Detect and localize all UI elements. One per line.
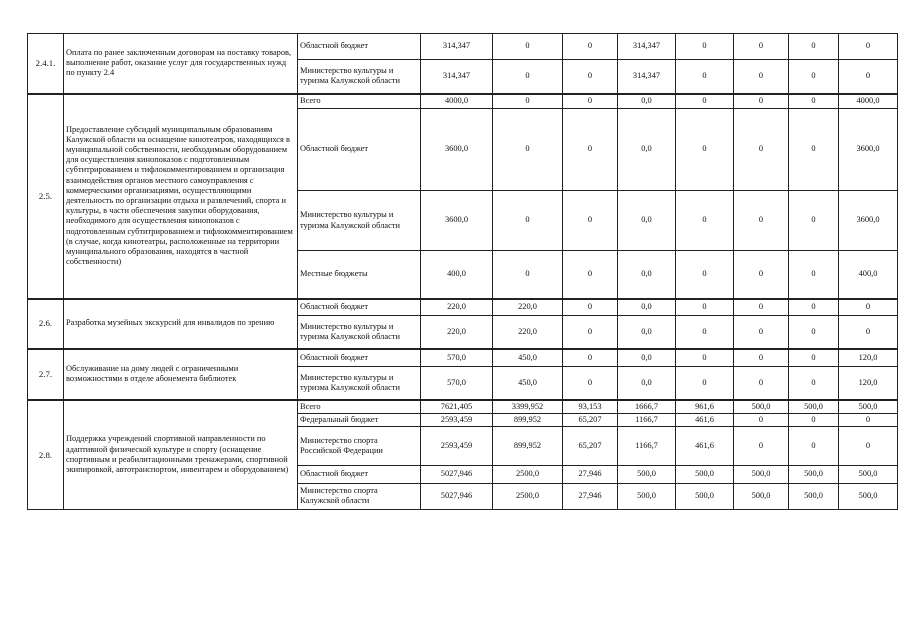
amount-cell: 0 (676, 191, 734, 251)
amount-cell: 0 (676, 349, 734, 367)
amount-cell: 0 (734, 316, 789, 349)
amount-cell: 0 (676, 316, 734, 349)
amount-cell: 0 (789, 426, 839, 465)
amount-cell: 0 (789, 367, 839, 400)
amount-cell: 0 (734, 299, 789, 316)
row-description: Обслуживание на дому людей с ограниченными возможностями в отделе абонемента библиотек (64, 349, 298, 400)
amount-cell: 0 (563, 60, 618, 94)
amount-cell: 0 (734, 109, 789, 191)
amount-cell: 93,153 (563, 400, 618, 414)
funding-source: Министерство культуры и туризма Калужской области (298, 191, 421, 251)
amount-cell: 500,0 (839, 400, 898, 414)
amount-cell: 0 (493, 60, 563, 94)
amount-cell: 2593,459 (421, 413, 493, 426)
amount-cell: 570,0 (421, 367, 493, 400)
amount-cell: 0 (493, 94, 563, 109)
amount-cell: 0 (789, 251, 839, 299)
amount-cell: 500,0 (676, 483, 734, 509)
amount-cell: 400,0 (839, 251, 898, 299)
amount-cell: 0 (734, 367, 789, 400)
amount-cell: 314,347 (421, 34, 493, 60)
amount-cell: 5027,946 (421, 483, 493, 509)
row-code: 2.8. (28, 400, 64, 510)
amount-cell: 3600,0 (839, 109, 898, 191)
funding-source: Всего (298, 400, 421, 414)
amount-cell: 0 (734, 426, 789, 465)
row-code: 2.4.1. (28, 34, 64, 94)
amount-cell: 400,0 (421, 251, 493, 299)
amount-cell: 0 (676, 34, 734, 60)
amount-cell: 120,0 (839, 367, 898, 400)
amount-cell: 0,0 (618, 94, 676, 109)
amount-cell: 500,0 (734, 465, 789, 483)
funding-source: Местные бюджеты (298, 251, 421, 299)
amount-cell: 0 (789, 299, 839, 316)
funding-source: Областной бюджет (298, 109, 421, 191)
funding-source: Областной бюджет (298, 349, 421, 367)
amount-cell: 0,0 (618, 191, 676, 251)
amount-cell: 2500,0 (493, 465, 563, 483)
amount-cell: 3600,0 (839, 191, 898, 251)
amount-cell: 0 (493, 34, 563, 60)
amount-cell: 0 (563, 367, 618, 400)
amount-cell: 0 (676, 251, 734, 299)
amount-cell: 0 (839, 299, 898, 316)
amount-cell: 899,952 (493, 426, 563, 465)
amount-cell: 0 (789, 349, 839, 367)
amount-cell: 1166,7 (618, 426, 676, 465)
funding-source: Министерство спорта Калужской области (298, 483, 421, 509)
amount-cell: 500,0 (839, 483, 898, 509)
amount-cell: 450,0 (493, 367, 563, 400)
amount-cell: 0 (734, 349, 789, 367)
amount-cell: 0 (563, 251, 618, 299)
amount-cell: 314,347 (618, 34, 676, 60)
amount-cell: 0 (789, 60, 839, 94)
table-row (28, 94, 898, 109)
table-row (28, 349, 898, 367)
amount-cell: 500,0 (676, 465, 734, 483)
funding-source: Всего (298, 94, 421, 109)
amount-cell: 0 (839, 316, 898, 349)
amount-cell: 0,0 (618, 367, 676, 400)
amount-cell: 0 (563, 34, 618, 60)
amount-cell: 4000,0 (839, 94, 898, 109)
amount-cell: 0 (493, 251, 563, 299)
amount-cell: 3399,952 (493, 400, 563, 414)
amount-cell: 461,6 (676, 426, 734, 465)
table-body (28, 34, 898, 510)
funding-source: Министерство спорта Российской Федерации (298, 426, 421, 465)
amount-cell: 0,0 (618, 299, 676, 316)
amount-cell: 899,952 (493, 413, 563, 426)
amount-cell: 0 (839, 426, 898, 465)
amount-cell: 0 (734, 94, 789, 109)
row-description: Оплата по ранее заключенным договорам на поставку товаров, выполнение работ, оказание услуг для государственных нужд по пункту 2.4 (64, 34, 298, 94)
amount-cell: 0 (676, 299, 734, 316)
budget-table (27, 33, 898, 510)
amount-cell: 0 (676, 109, 734, 191)
row-code: 2.5. (28, 94, 64, 299)
amount-cell: 0 (734, 413, 789, 426)
amount-cell: 0 (676, 367, 734, 400)
funding-source: Министерство культуры и туризма Калужской области (298, 367, 421, 400)
amount-cell: 4000,0 (421, 94, 493, 109)
funding-source: Областной бюджет (298, 299, 421, 316)
amount-cell: 5027,946 (421, 465, 493, 483)
amount-cell: 220,0 (421, 316, 493, 349)
amount-cell: 0 (734, 191, 789, 251)
amount-cell: 0 (839, 60, 898, 94)
amount-cell: 0 (789, 34, 839, 60)
amount-cell: 2593,459 (421, 426, 493, 465)
funding-source: Министерство культуры и туризма Калужской области (298, 316, 421, 349)
amount-cell: 65,207 (563, 426, 618, 465)
amount-cell: 500,0 (789, 483, 839, 509)
table-row (28, 34, 898, 60)
amount-cell: 500,0 (734, 400, 789, 414)
row-description: Разработка музейных экскурсий для инвалидов по зрению (64, 299, 298, 349)
amount-cell: 0 (563, 349, 618, 367)
amount-cell: 0 (734, 251, 789, 299)
amount-cell: 0 (734, 60, 789, 94)
amount-cell: 0 (789, 109, 839, 191)
amount-cell: 961,6 (676, 400, 734, 414)
amount-cell: 65,207 (563, 413, 618, 426)
amount-cell: 0 (563, 94, 618, 109)
amount-cell: 27,946 (563, 483, 618, 509)
amount-cell: 0,0 (618, 316, 676, 349)
amount-cell: 3600,0 (421, 191, 493, 251)
amount-cell: 27,946 (563, 465, 618, 483)
amount-cell: 220,0 (493, 316, 563, 349)
amount-cell: 500,0 (734, 483, 789, 509)
amount-cell: 0 (734, 34, 789, 60)
table-row (28, 299, 898, 316)
funding-source: Министерство культуры и туризма Калужской области (298, 60, 421, 94)
amount-cell: 220,0 (493, 299, 563, 316)
amount-cell: 0 (493, 191, 563, 251)
amount-cell: 0 (563, 109, 618, 191)
funding-source: Областной бюджет (298, 465, 421, 483)
amount-cell: 0 (839, 413, 898, 426)
amount-cell: 0 (789, 413, 839, 426)
row-code: 2.6. (28, 299, 64, 349)
amount-cell: 220,0 (421, 299, 493, 316)
amount-cell: 120,0 (839, 349, 898, 367)
amount-cell: 0 (563, 299, 618, 316)
amount-cell: 0 (563, 191, 618, 251)
amount-cell: 0,0 (618, 251, 676, 299)
amount-cell: 0 (676, 94, 734, 109)
amount-cell: 2500,0 (493, 483, 563, 509)
amount-cell: 500,0 (789, 465, 839, 483)
amount-cell: 461,6 (676, 413, 734, 426)
amount-cell: 0,0 (618, 109, 676, 191)
amount-cell: 570,0 (421, 349, 493, 367)
funding-source: Федеральный бюджет (298, 413, 421, 426)
funding-source: Областной бюджет (298, 34, 421, 60)
amount-cell: 0 (789, 316, 839, 349)
amount-cell: 500,0 (618, 465, 676, 483)
amount-cell: 314,347 (618, 60, 676, 94)
table-row (28, 400, 898, 414)
amount-cell: 500,0 (839, 465, 898, 483)
amount-cell: 500,0 (789, 400, 839, 414)
amount-cell: 314,347 (421, 60, 493, 94)
amount-cell: 7621,405 (421, 400, 493, 414)
amount-cell: 0 (789, 191, 839, 251)
amount-cell: 500,0 (618, 483, 676, 509)
amount-cell: 0 (789, 94, 839, 109)
row-description: Предоставление субсидий муниципальным образованиям Калужской области на оснащение кинотеатров, находящихся в муниципальной собственности, необходимым оборудованием для осуществления кинопоказов с подготовленным субтитрированием и тифлокомментированием и организация взаимодействия органов местного самоуправления с коммерческими организациями, осуществляющими деятельность по организации отдыха и развлечений, спорта и культуры, в части обеспечения закупки оборудования, необходимого для осуществления кинопоказов с подготовленным субтитрированием и тифлокомментированием (в случае, когда кинотеатры, расположенные на территории муниципального образования, находятся в частной собственности) (64, 94, 298, 299)
amount-cell: 3600,0 (421, 109, 493, 191)
amount-cell: 1166,7 (618, 413, 676, 426)
amount-cell: 0,0 (618, 349, 676, 367)
row-description: Поддержка учреждений спортивной направленности по адаптивной физической культуре и спорту (оснащение спортивным и реабилитационными тренажерами, спортивной экипировкой, автотранспортом, инвентарем и оборудованием) (64, 400, 298, 510)
amount-cell: 1666,7 (618, 400, 676, 414)
amount-cell: 0 (676, 60, 734, 94)
amount-cell: 450,0 (493, 349, 563, 367)
amount-cell: 0 (563, 316, 618, 349)
amount-cell: 0 (493, 109, 563, 191)
amount-cell: 0 (839, 34, 898, 60)
row-code: 2.7. (28, 349, 64, 400)
